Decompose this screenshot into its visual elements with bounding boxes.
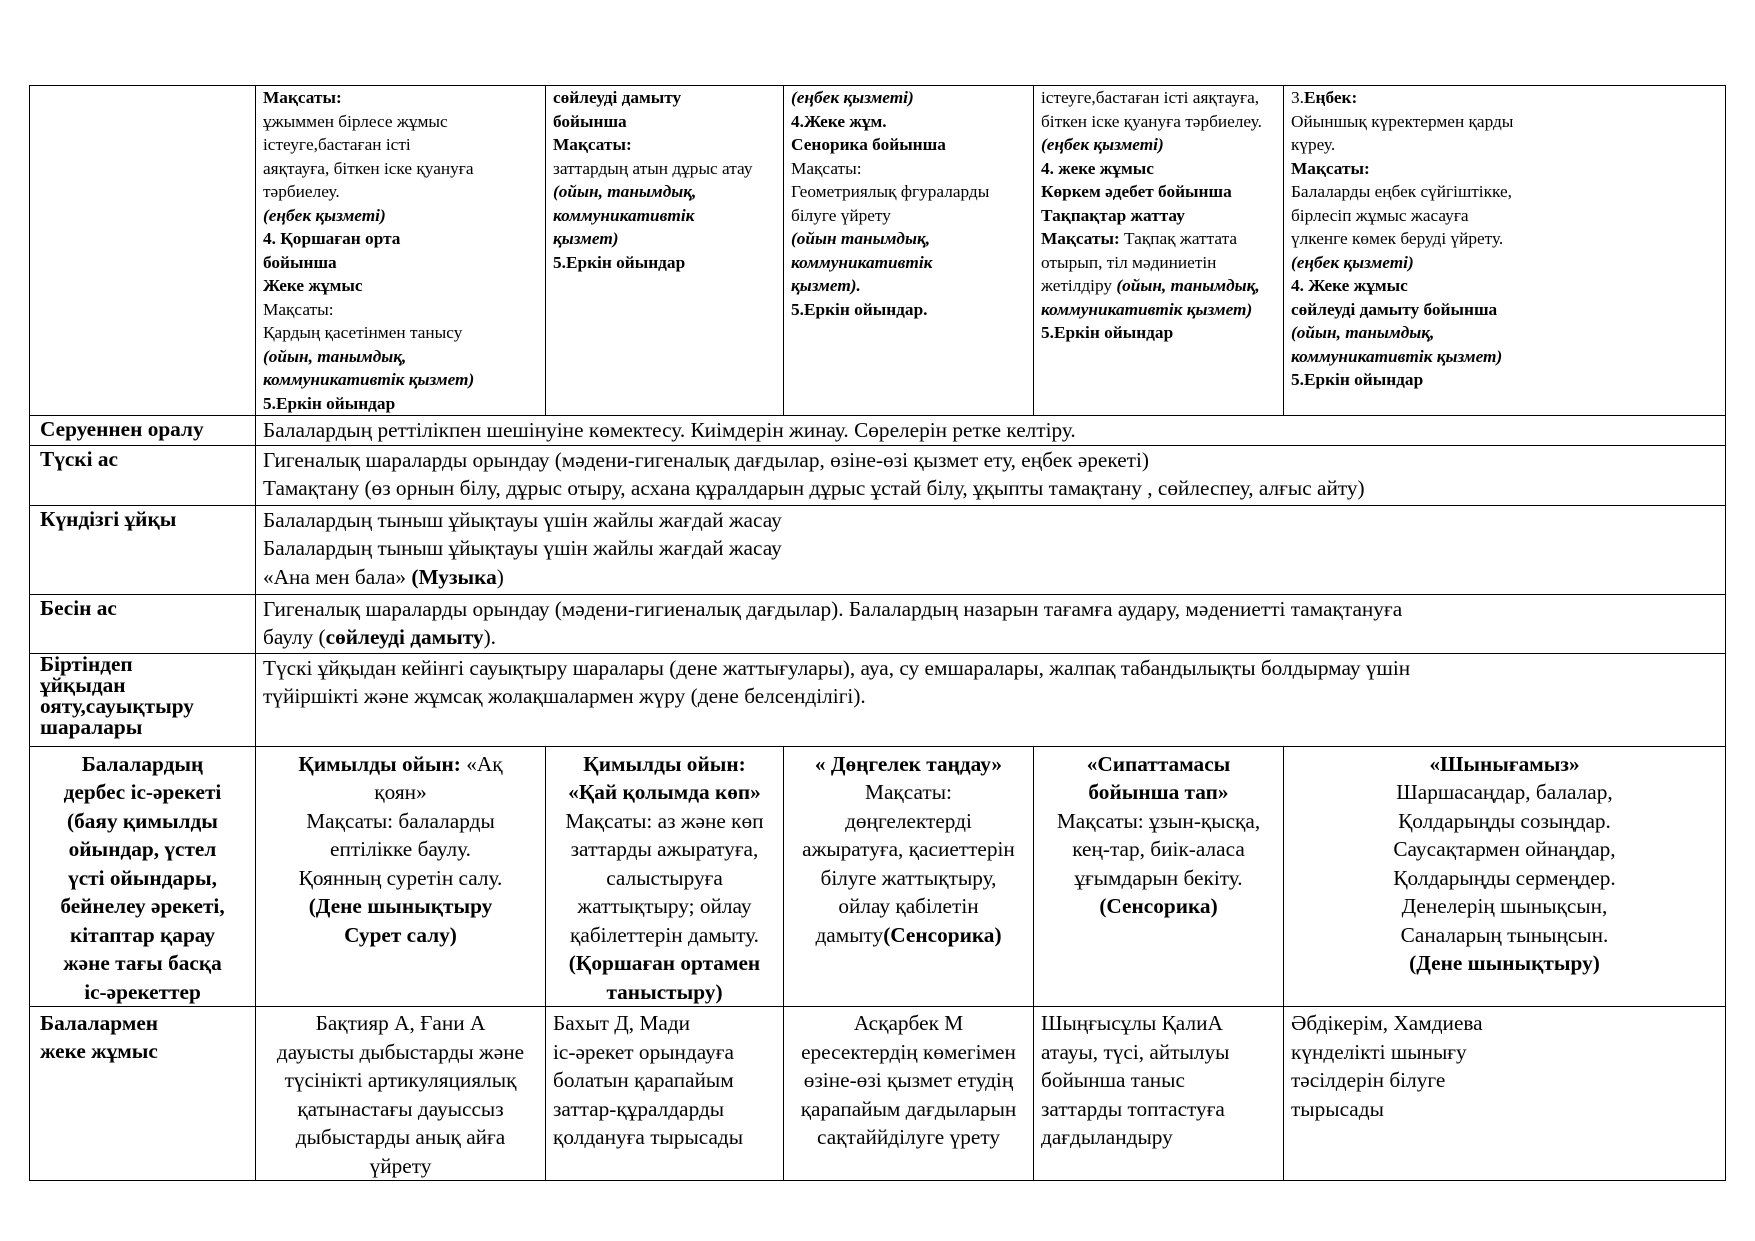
text-line — [1041, 86, 1276, 110]
text-line — [263, 274, 538, 298]
text-segment: отырып, тіл мәдиниетін — [1041, 252, 1217, 272]
text-line — [263, 251, 538, 275]
text-line — [553, 110, 776, 134]
return-walk-row — [30, 416, 1726, 446]
text-segment: Мақсаты: балаларды — [306, 808, 495, 833]
activity-card-2 — [546, 746, 784, 1007]
afternoon-snack-line-2 — [263, 623, 1718, 652]
snack-line2-bold: сөйлеуді дамыту — [325, 625, 484, 649]
text-line — [791, 750, 1026, 779]
text-line — [1041, 180, 1276, 204]
text-segment: «Шынығамыз» — [1429, 751, 1580, 776]
text-line — [263, 298, 538, 322]
independent-label-line: кітаптар қарау — [69, 922, 216, 947]
text-line — [263, 157, 538, 181]
individual-label-line: Балалармен — [40, 1011, 159, 1035]
text-line — [791, 204, 1026, 228]
text-line — [791, 133, 1026, 157]
text-line: Шыңғысұлы ҚалиА — [1041, 1011, 1223, 1035]
lunch-line-2: Тамақтану (өз орнын білу, дұрыс отыру, асхана құралдарын дұрыс ұстай білу, ұқыпты тамақтану , сөйлеспеу, алғыс айту) — [263, 476, 1365, 500]
text-segment: бойынша — [263, 252, 337, 272]
text-segment: бойынша — [553, 111, 627, 131]
text-segment: таныстыру) — [606, 979, 723, 1004]
independent-label-line: бейнелеу әрекеті, — [60, 894, 225, 918]
wake-up-label-line: ұйқыдан — [40, 672, 126, 697]
lunch-row — [30, 445, 1726, 505]
text-line — [1291, 110, 1718, 134]
text-line: үйрету — [369, 1153, 432, 1178]
nap-song-line — [263, 563, 1718, 592]
text-line — [553, 835, 776, 864]
text-line — [263, 807, 538, 836]
text-line — [553, 750, 776, 779]
text-segment: «Қай қолымда көп» — [568, 780, 761, 804]
lunch-line-1: Гигеналық шараларды орындау (мәдени-гигеналық дағдылар, өзіне-өзі қызмет ету, еңбек әрекеті) — [263, 447, 1149, 472]
text-segment: Мақсаты: — [263, 299, 334, 319]
text-segment: Шаршасаңдар, балалар, — [1396, 780, 1613, 804]
text-segment: қызмет). — [791, 276, 861, 295]
wake-up-row — [30, 653, 1726, 746]
text-segment: « Дөңгелек таңдау» — [814, 751, 1003, 776]
text-segment: Балаларды еңбек сүйгіштікке, — [1291, 182, 1512, 201]
text-line — [553, 227, 776, 251]
text-line — [1291, 133, 1718, 157]
text-segment: 4. Қоршаған орта — [263, 229, 401, 248]
wake-up-content — [256, 653, 1726, 746]
text-line — [263, 392, 538, 416]
text-segment: (ойын, танымдық, — [1291, 323, 1435, 342]
text-line — [1291, 227, 1718, 251]
text-segment: Саусақтармен ойнаңдар, — [1393, 837, 1616, 861]
text-line: дыбыстарды анық айға — [295, 1125, 506, 1149]
schedule-table — [29, 85, 1726, 1181]
walk-activities-row — [30, 86, 1726, 416]
text-segment: (Дене шынықтыру) — [1409, 951, 1600, 975]
text-segment: «Сипаттамасы — [1086, 751, 1231, 776]
text-line: Бахыт Д, Мади — [553, 1011, 691, 1035]
text-line — [1291, 778, 1718, 807]
walk-col-5 — [1284, 86, 1726, 416]
nap-label: Күндізгі ұйқы — [30, 505, 256, 594]
text-line — [1291, 864, 1718, 893]
text-line — [263, 778, 538, 807]
text-segment: (еңбек қызметі) — [1291, 252, 1414, 272]
activity-card-3 — [784, 746, 1034, 1007]
text-line — [553, 778, 776, 807]
text-segment: күреу. — [1291, 135, 1336, 154]
text-segment: (ойын танымдық, — [791, 229, 931, 248]
text-segment: Жеке жұмыс — [263, 276, 363, 295]
text-segment: Сурет салу) — [344, 922, 457, 947]
text-line — [1041, 110, 1276, 134]
text-line — [263, 227, 538, 251]
nap-row — [30, 505, 1726, 594]
text-line — [263, 86, 538, 110]
text-line: болатын қарапайым — [553, 1068, 734, 1092]
text-line — [791, 298, 1026, 322]
text-segment: жаттықтыру; ойлау — [577, 894, 752, 918]
text-line — [553, 892, 776, 921]
individual-card-3 — [784, 1007, 1034, 1181]
text-segment: жетілдіру — [1041, 276, 1117, 295]
text-line: сақтаййдiлуге үрету — [816, 1125, 1000, 1149]
text-segment: ептілікке баулу. — [330, 837, 471, 861]
text-line — [1291, 86, 1718, 110]
text-line — [791, 892, 1026, 921]
individual-card-4 — [1034, 1007, 1284, 1181]
text-line — [1291, 204, 1718, 228]
row-label-empty — [30, 86, 256, 416]
text-segment: Мақсаты: — [1041, 229, 1125, 248]
text-line — [553, 204, 776, 228]
text-line — [791, 180, 1026, 204]
text-segment: коммуникативтік қызмет) — [1291, 346, 1503, 366]
text-line: күнделікті шынығу — [1291, 1039, 1467, 1064]
independent-label-line: Балалардың — [81, 751, 204, 776]
text-line — [1041, 892, 1276, 921]
document-page — [29, 85, 1725, 1181]
text-line — [1041, 807, 1276, 836]
text-segment: Тақпақтар жаттау — [1041, 205, 1185, 225]
text-line: Бақтияр А, Ғани А — [315, 1011, 486, 1035]
individual-card-1 — [256, 1007, 546, 1181]
text-segment: ойлау қабілетін — [838, 894, 979, 918]
text-segment: Ойыншық күректермен қарды — [1291, 111, 1514, 131]
text-segment: Қолдарыңды сермеңдер. — [1393, 865, 1616, 890]
text-segment: (ойын, танымдық, — [553, 182, 697, 201]
text-line — [791, 157, 1026, 181]
text-segment: заттардың атын дұрыс атау — [553, 158, 753, 178]
afternoon-snack-content — [256, 594, 1726, 653]
text-segment: 5.Еркін ойындар — [263, 393, 396, 413]
wake-up-label-line: ояту,сауықтыру — [40, 693, 194, 718]
text-line — [263, 110, 538, 134]
text-segment: 4. жеке жұмыс — [1041, 158, 1154, 178]
return-walk-line: Балалардың реттілікпен шешінуіне көмектесу. Киімдерін жинау. Сөрелерін ретке келтіру. — [263, 418, 1076, 442]
text-line — [1041, 133, 1276, 157]
text-line: тырысады — [1291, 1096, 1384, 1121]
nap-line-2: Балалардың тыныш ұйықтауы үшін жайлы жағдай жасау — [263, 536, 782, 560]
independent-label-line: дербес іс-әрекеті — [63, 780, 222, 804]
text-line — [791, 227, 1026, 251]
text-line — [263, 321, 538, 345]
text-segment: коммуникативтік қызмет) — [1041, 299, 1253, 319]
text-line — [263, 750, 538, 779]
independent-label-line: үсті ойындары, — [68, 865, 217, 890]
text-line — [1291, 251, 1718, 275]
text-line — [1041, 157, 1276, 181]
text-segment: коммуникативтік — [791, 252, 933, 272]
text-segment: Мақсаты: — [1291, 158, 1370, 178]
independent-label-line: және тағы басқа — [63, 951, 222, 975]
text-segment: Көркем әдебет бойынша — [1041, 182, 1232, 201]
text-line: қарапайым дағдыларын — [800, 1096, 1017, 1121]
text-segment: үлкенге көмек беруді үйрету. — [1291, 229, 1504, 248]
text-segment: (Сенсорика) — [1099, 894, 1218, 918]
text-line — [553, 978, 776, 1007]
text-line — [1041, 835, 1276, 864]
text-segment: бойынша тап» — [1088, 780, 1229, 804]
independent-label-line: (баяу қимылды — [67, 808, 218, 833]
text-segment: Тақпақ жаттата — [1124, 229, 1238, 248]
wake-up-label-line: Біртіндеп — [40, 653, 133, 676]
text-segment: қоян» — [374, 780, 427, 804]
text-line — [553, 921, 776, 950]
text-line: дауысты дыбыстарды және — [276, 1039, 525, 1064]
text-line — [1041, 251, 1276, 275]
independent-activity-label — [30, 746, 256, 1007]
wake-up-line-2: түйіршікті және жұмсақ жолақшалармен жүру (дене белсенділігі). — [263, 684, 866, 708]
text-line — [553, 807, 776, 836]
afternoon-snack-label: Бесін ас — [30, 594, 256, 653]
text-line — [263, 864, 538, 893]
text-line — [1041, 750, 1276, 779]
text-line — [1291, 949, 1718, 978]
text-line: іс-әрекет орындауға — [553, 1039, 734, 1064]
text-segment: кең-тар, биік-аласа — [1072, 837, 1245, 861]
text-segment: дөңгелектерді — [845, 808, 972, 833]
text-segment: дамыту — [815, 922, 884, 947]
text-line: түсінікті артикуляциялық — [284, 1068, 517, 1092]
text-line — [791, 86, 1026, 110]
text-line — [553, 949, 776, 978]
walk-col-3 — [784, 86, 1034, 416]
nap-content — [256, 505, 1726, 594]
individual-work-row — [30, 1007, 1726, 1181]
text-line: Асқарбек М — [853, 1011, 964, 1035]
text-segment: 5.Еркін ойындар. — [791, 299, 928, 319]
text-line — [1041, 864, 1276, 893]
text-line — [1291, 180, 1718, 204]
text-segment: Мақсаты: — [263, 88, 342, 107]
text-segment: біткен іске қуануға тәрбиелеу. — [1041, 111, 1262, 131]
text-segment: аяқтауға, біткен іске қуануға — [263, 158, 474, 178]
text-segment: коммуникативтік — [553, 205, 695, 225]
independent-label-line: ойындар, үстел — [68, 837, 217, 861]
text-segment: білуге үйрету — [791, 205, 891, 225]
return-walk-content — [256, 416, 1726, 446]
text-line — [1041, 321, 1276, 345]
walk-col-4 — [1034, 86, 1284, 416]
text-segment: «Ақ — [466, 751, 503, 776]
text-segment: (еңбек қызметі) — [1041, 135, 1164, 154]
text-segment: Қолдарыңды созыңдар. — [1398, 808, 1611, 833]
text-segment: 5.Еркін ойындар — [1041, 323, 1174, 342]
text-segment: (ойын, танымдық, — [263, 346, 407, 366]
text-segment: Сенорика бойынша — [791, 135, 946, 154]
text-line: дағдыландыру — [1041, 1125, 1173, 1149]
text-line — [1041, 227, 1276, 251]
text-segment: Мақсаты: — [791, 158, 862, 178]
text-line — [791, 835, 1026, 864]
individual-work-label — [30, 1007, 256, 1181]
text-line — [1041, 204, 1276, 228]
text-line — [1291, 892, 1718, 921]
text-segment: бірлесіп жұмыс жасауға — [1291, 205, 1469, 225]
text-line — [1291, 321, 1718, 345]
text-line — [553, 251, 776, 275]
text-segment: 5.Еркін ойындар — [1291, 370, 1424, 389]
text-segment: сөйлеуді дамыту бойынша — [1291, 299, 1498, 319]
lunch-content — [256, 445, 1726, 505]
text-segment: (Дене шынықтыру — [308, 894, 493, 918]
text-line — [791, 807, 1026, 836]
text-segment: ұжыммен бірлесе жұмыс — [263, 111, 448, 131]
text-segment: сөйлеуді дамыту — [553, 88, 682, 107]
text-line — [263, 835, 538, 864]
return-walk-label: Серуеннен оралу — [30, 416, 256, 446]
wake-up-label-line: шаралары — [40, 714, 143, 739]
text-segment: заттарды ажыратуға, — [570, 837, 759, 861]
afternoon-snack-row — [30, 594, 1726, 653]
independent-label-line: іс-әрекеттер — [84, 979, 201, 1004]
text-line — [1291, 298, 1718, 322]
text-segment: ұғымдарын бекіту. — [1074, 865, 1243, 890]
snack-line2-pre: баулу ( — [263, 625, 326, 649]
text-segment: Мақсаты: ұзын-қысқа, — [1056, 808, 1261, 833]
wake-up-line-1: Түскі ұйқыдан кейінгі сауықтыру шаралары (дене жаттығулары), ауа, су емшаралары, жалпақ табандылықты болдырмау үшін — [263, 655, 1411, 680]
nap-song-title: «Ана мен бала» — [263, 564, 412, 589]
snack-line2-post: ). — [483, 625, 496, 649]
text-line — [1291, 157, 1718, 181]
text-line — [791, 921, 1026, 950]
text-line: өзіне-өзі қызмет етудің — [803, 1068, 1014, 1092]
text-segment: Қимылды ойын: — [583, 751, 746, 776]
text-line: тәсілдерін білуге — [1291, 1068, 1446, 1092]
text-segment: Мақсаты: — [865, 780, 952, 804]
text-line — [791, 864, 1026, 893]
text-line — [263, 133, 538, 157]
text-line — [263, 368, 538, 392]
activity-card-5 — [1284, 746, 1726, 1007]
text-line: қатынастағы дауыссыз — [297, 1096, 504, 1121]
text-line: ересектердің көмегімен — [801, 1039, 1016, 1064]
walk-col-1 — [256, 86, 546, 416]
text-line — [791, 110, 1026, 134]
text-segment: ажыратуға, қасиеттерін — [802, 837, 1015, 861]
text-line — [791, 251, 1026, 275]
text-line — [1291, 750, 1718, 779]
text-segment: (Сенсорика) — [883, 922, 1002, 947]
text-line — [553, 180, 776, 204]
activity-card-1 — [256, 746, 546, 1007]
text-line: қолдануға тырысады — [553, 1125, 744, 1149]
text-line — [1291, 345, 1718, 369]
text-segment: коммуникативтік қызмет) — [263, 370, 475, 389]
independent-activity-row — [30, 746, 1726, 1007]
text-line — [1291, 921, 1718, 950]
text-line — [791, 778, 1026, 807]
individual-card-5 — [1284, 1007, 1726, 1181]
text-segment: Денелерің шынықсын, — [1401, 894, 1608, 918]
nap-song-tag: (Музыка — [411, 564, 497, 589]
text-line: Әбдікерім, Хамдиева — [1291, 1011, 1483, 1035]
lunch-label: Түскі ас — [30, 445, 256, 505]
text-segment: Қоянның суретін салу. — [298, 865, 503, 890]
text-segment: (еңбек қызметі) — [791, 88, 914, 107]
text-line — [553, 157, 776, 181]
text-line — [1291, 368, 1718, 392]
text-line — [1041, 298, 1276, 322]
text-line — [263, 204, 538, 228]
text-line: заттар-құралдарды — [553, 1096, 725, 1121]
text-segment: 4.Жеке жұм. — [791, 111, 887, 131]
nap-line-1: Балалардың тыныш ұйықтауы үшін жайлы жағдай жасау — [263, 507, 782, 532]
text-segment: істеуге,бастаған істі аяқтауға, — [1041, 88, 1260, 107]
text-line — [791, 274, 1026, 298]
text-segment: Қардың қасетінмен танысу — [263, 323, 463, 342]
nap-song-end: ) — [496, 564, 504, 589]
text-segment: Геометриялық фгураларды — [791, 182, 990, 201]
individual-label-line: жеке жұмыс — [40, 1039, 158, 1063]
text-line — [263, 180, 538, 204]
text-segment: 5.Еркін ойындар — [553, 252, 686, 272]
text-line: атауы, түсі, айтылуы — [1041, 1039, 1230, 1064]
text-line — [553, 133, 776, 157]
text-line — [1291, 835, 1718, 864]
text-segment: 4. Жеке жұмыс — [1291, 276, 1408, 295]
text-line — [263, 892, 538, 921]
text-segment: білуге жаттықтыру, — [820, 865, 997, 890]
text-line — [1041, 274, 1276, 298]
text-segment: 3. — [1291, 88, 1304, 107]
text-line — [1291, 807, 1718, 836]
text-line — [1041, 778, 1276, 807]
text-segment: қабілеттерін дамыту. — [570, 922, 759, 947]
activity-card-4 — [1034, 746, 1284, 1007]
text-line: бойынша таныс — [1041, 1068, 1185, 1092]
walk-col-2 — [546, 86, 784, 416]
text-line — [1291, 274, 1718, 298]
text-segment: (ойын, танымдық, — [1116, 276, 1260, 295]
text-segment: салыстыруға — [606, 865, 723, 890]
text-line — [263, 921, 538, 950]
text-segment: қызмет) — [553, 229, 619, 248]
text-segment: Мақсаты: — [553, 135, 632, 154]
text-segment: Мақсаты: аз және көп — [565, 808, 764, 833]
wake-up-label — [30, 653, 256, 746]
text-line — [263, 345, 538, 369]
text-line — [553, 86, 776, 110]
text-segment: тәрбиелеу. — [263, 182, 340, 201]
text-segment: (Қоршаған ортамен — [568, 951, 761, 975]
text-segment: (еңбек қызметі) — [263, 205, 386, 225]
text-line: заттарды топтастуға — [1041, 1096, 1225, 1121]
text-segment: Саналарың тыныңсын. — [1400, 922, 1609, 947]
text-segment: Қимылды ойын: — [298, 751, 467, 776]
text-line — [553, 864, 776, 893]
individual-card-2 — [546, 1007, 784, 1181]
text-segment: істеугe,бастаған істі — [263, 135, 411, 154]
afternoon-snack-line-1: Гигеналық шараларды орындау (мәдени-гигиеналық дағдылар). Балалардың назарын тағамға аудару, мәдениетті тамақтануға — [263, 596, 1403, 621]
text-segment: Еңбек: — [1303, 88, 1358, 107]
